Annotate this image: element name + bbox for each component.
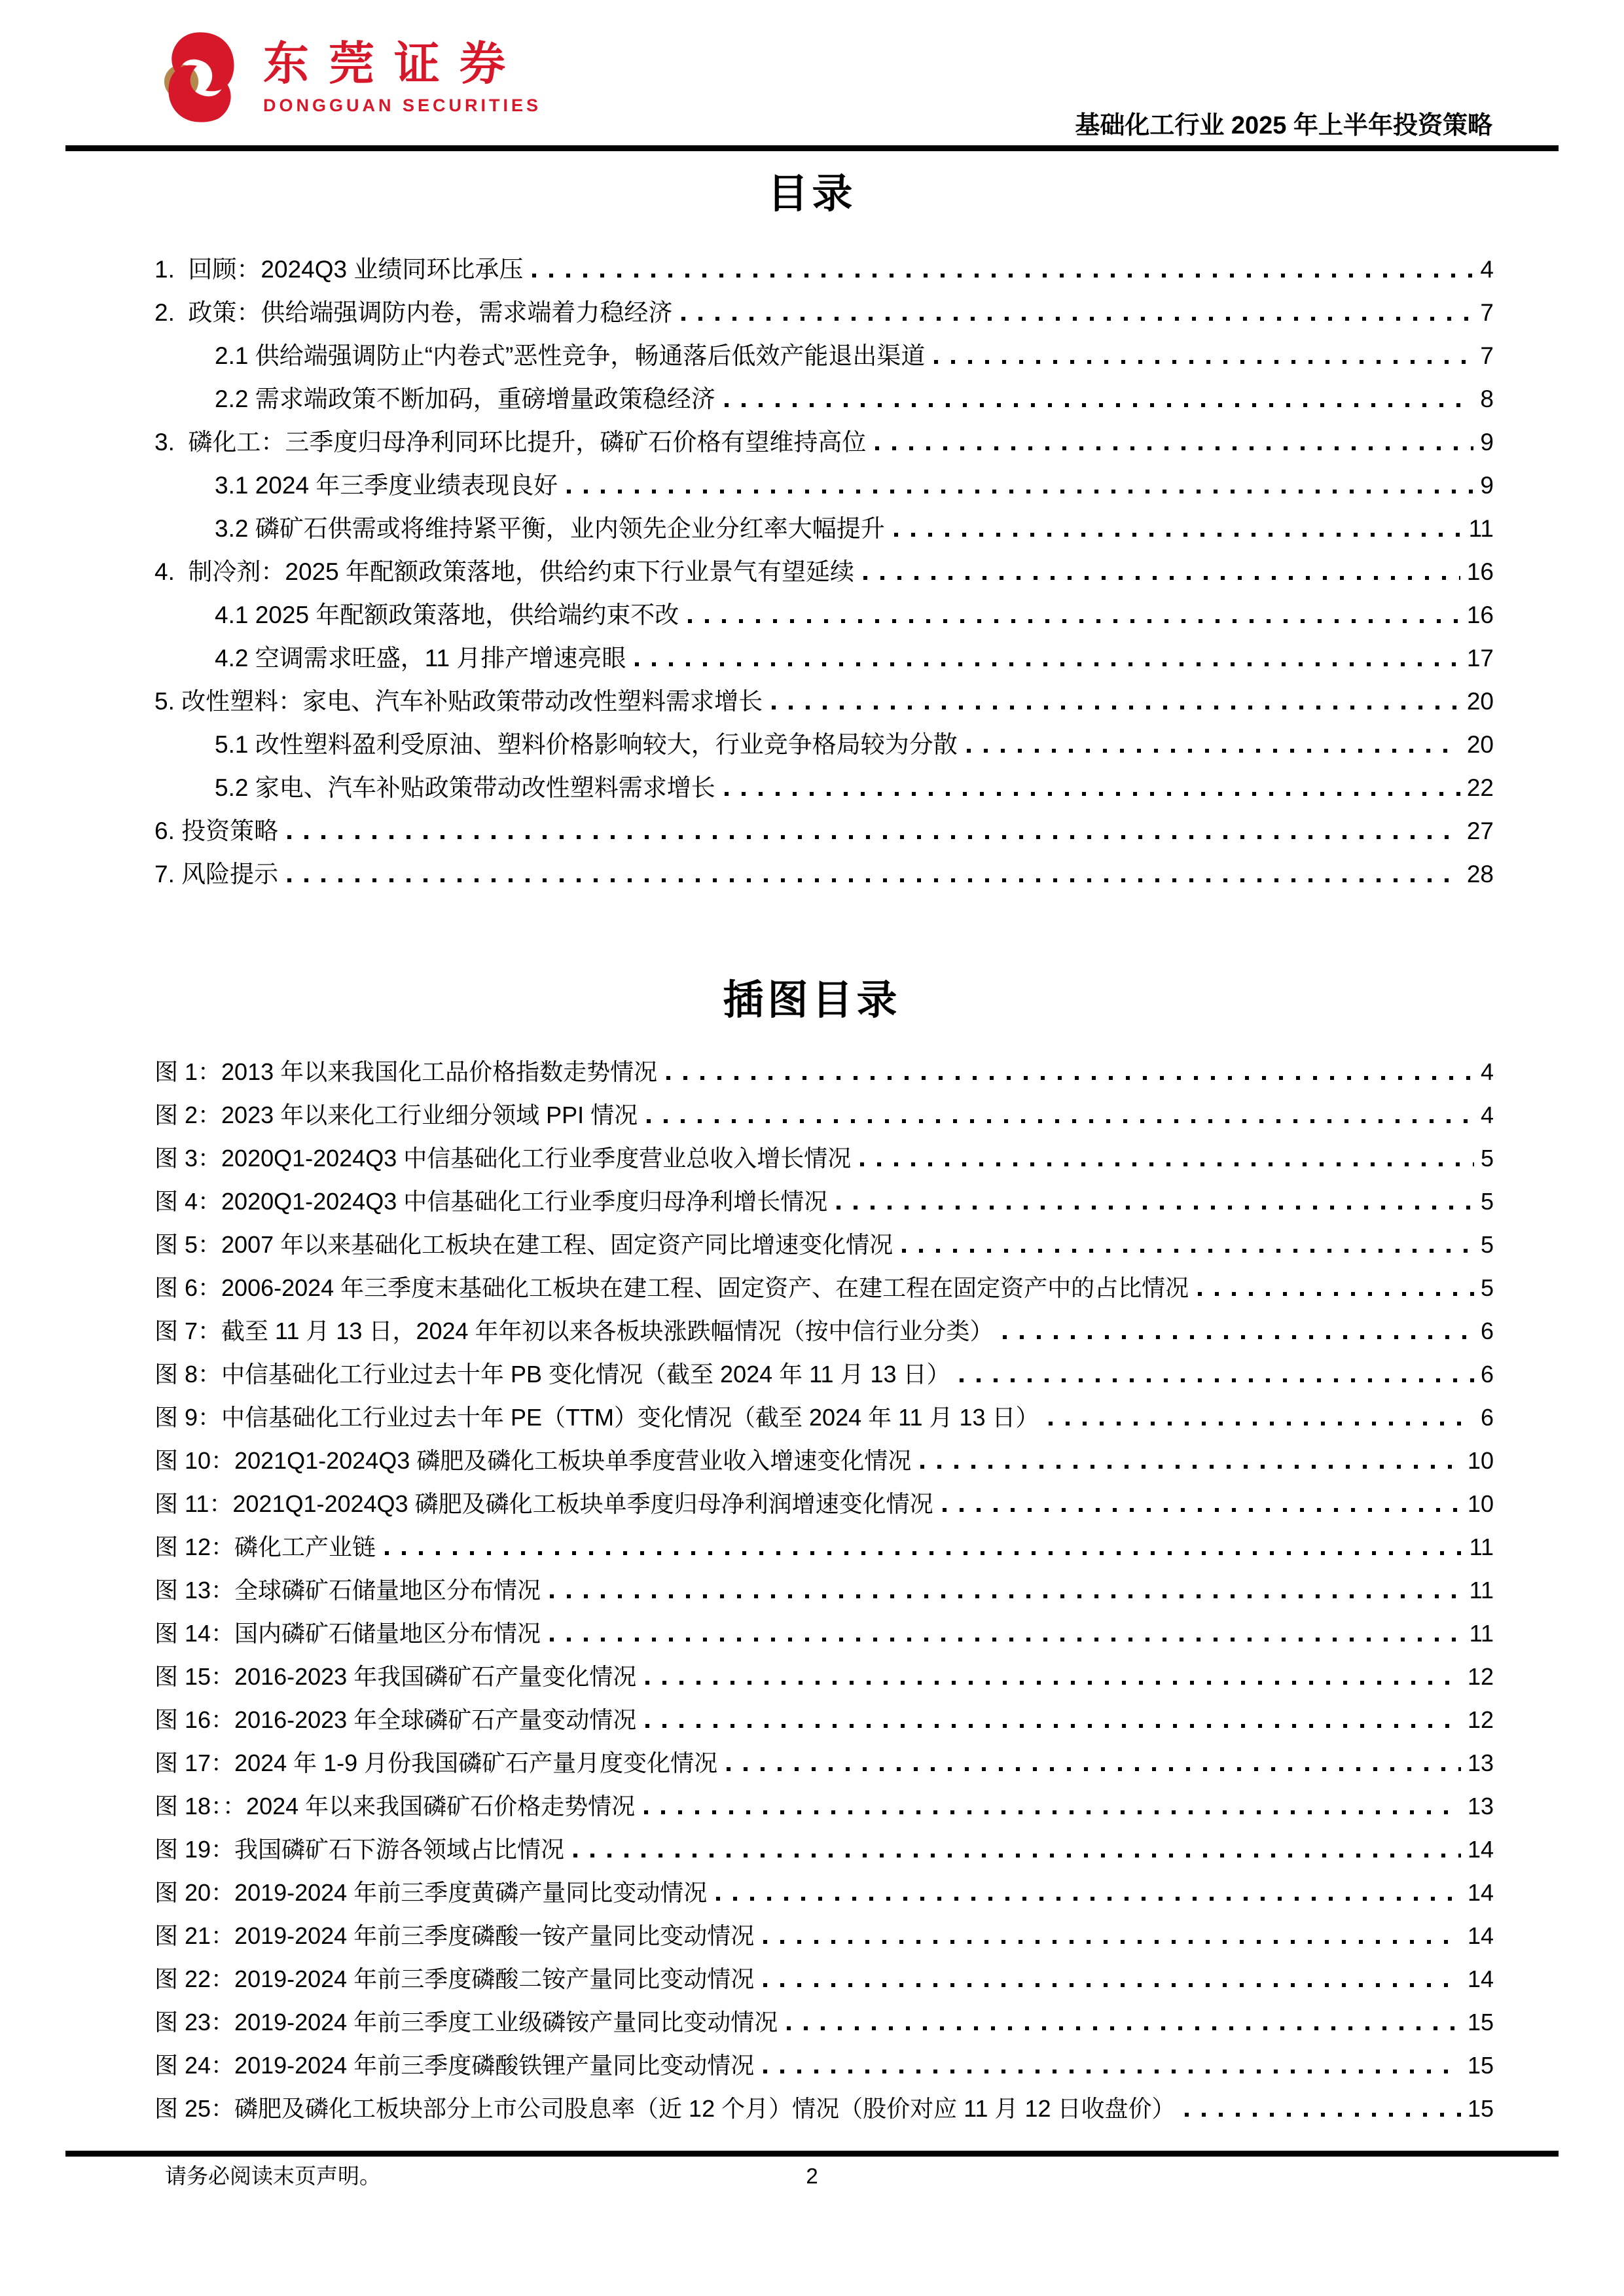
toc-entry-label: 2.2 需求端政策不断加码，重磅增量政策稳经济 xyxy=(215,386,715,412)
dotted-leader xyxy=(550,1638,1463,1641)
figure-entry-page: 6 xyxy=(1480,1318,1494,1344)
toc-entry-label: 1. 回顾：2024Q3 业绩同环比承压 xyxy=(154,256,524,283)
toc-entry-page: 17 xyxy=(1466,645,1494,672)
toc-entry-page: 16 xyxy=(1466,558,1494,585)
figure-entry-page: 6 xyxy=(1480,1404,1494,1431)
toc-entry[interactable] xyxy=(154,464,1494,507)
dotted-leader xyxy=(772,706,1460,709)
figure-entry-page: 13 xyxy=(1467,1749,1494,1776)
toc-entry-label: 4. 制冷剂：2025 年配额政策落地，供给约束下行业景气有望延续 xyxy=(154,558,855,585)
figure-entry[interactable] xyxy=(154,1569,1494,1612)
toc-entry-label: 3. 磷化工：三季度归母净利同环比提升，磷矿石价格有望维持高位 xyxy=(154,429,867,456)
figure-entry[interactable] xyxy=(154,1482,1494,1526)
figure-entry[interactable] xyxy=(154,1439,1494,1482)
figure-entry-label: 图 17：2024 年 1-9 月份我国磷矿石产量月度变化情况 xyxy=(154,1749,718,1776)
toc-entry-label: 2. 政策：供给端强调防内卷，需求端着力稳经济 xyxy=(154,299,673,326)
figure-entry[interactable] xyxy=(154,1353,1494,1396)
toc-entry-page: 16 xyxy=(1466,601,1494,628)
figure-entry[interactable] xyxy=(154,1180,1494,1223)
figure-entry-page: 4 xyxy=(1480,1102,1494,1128)
dotted-leader xyxy=(960,1378,1474,1382)
dongguan-securities-logo-icon xyxy=(162,29,238,126)
figure-toc-title: 插图目录 xyxy=(723,978,901,1023)
figure-entry-label: 图 10：2021Q1-2024Q3 磷肥及磷化工板块单季度营业收入增速变化情况 xyxy=(154,1447,912,1474)
toc-entry-page: 20 xyxy=(1466,688,1494,715)
toc-entry-page: 20 xyxy=(1466,731,1494,758)
figure-entry-label: 图 15：2016-2023 年我国磷矿石产量变化情况 xyxy=(154,1663,637,1690)
logo-text xyxy=(263,38,542,116)
toc-entry-page: 9 xyxy=(1480,429,1494,456)
dotted-leader xyxy=(716,1897,1461,1901)
dotted-leader xyxy=(573,1854,1461,1857)
footer-rule xyxy=(65,2151,1559,2157)
figure-entry[interactable] xyxy=(154,2044,1494,2087)
toc-entry-label: 4.2 空调需求旺盛，11 月排产增速亮眼 xyxy=(215,645,626,672)
figure-entry-label: 图 5：2007 年以来基础化工板块在建工程、固定资产同比增速变化情况 xyxy=(154,1231,893,1258)
toc-entry[interactable] xyxy=(154,853,1494,896)
figure-entry[interactable] xyxy=(154,2087,1494,2130)
figure-entry-page: 15 xyxy=(1467,2095,1494,2122)
dotted-leader xyxy=(860,1162,1474,1166)
figure-entry-label: 图 14：国内磷矿石储量地区分布情况 xyxy=(154,1620,541,1647)
dotted-leader xyxy=(943,1508,1461,1512)
dotted-leader xyxy=(863,576,1460,580)
toc-entry-page: 7 xyxy=(1480,299,1494,326)
dotted-leader xyxy=(647,1119,1474,1123)
figure-entry[interactable] xyxy=(154,2001,1494,2044)
figure-entry[interactable] xyxy=(154,1396,1494,1439)
toc-entry-label: 4.1 2025 年配额政策落地，供给端约束不改 xyxy=(215,601,679,628)
figure-entry-label: 图 18：：2024 年以来我国磷矿石价格走势情况 xyxy=(154,1793,636,1820)
toc-entry-label: 5.1 改性塑料盈利受原油、塑料价格影响较大，行业竞争格局较为分散 xyxy=(215,731,958,758)
dotted-leader xyxy=(787,2026,1461,2030)
figure-entry[interactable] xyxy=(154,1914,1494,1958)
toc-entry-page: 4 xyxy=(1480,256,1494,283)
figure-entry-label: 图 20：2019-2024 年前三季度黄磷产量同比变动情况 xyxy=(154,1879,708,1906)
toc-list xyxy=(154,248,1494,896)
figure-entry[interactable] xyxy=(154,1958,1494,2001)
toc-entry[interactable] xyxy=(154,766,1494,810)
dotted-leader xyxy=(763,1983,1461,1987)
toc-entry[interactable] xyxy=(154,378,1494,421)
figure-entry[interactable] xyxy=(154,1871,1494,1914)
toc-entry[interactable] xyxy=(154,248,1494,291)
figure-toc-list xyxy=(154,1050,1494,2130)
figure-entry-label: 图 24：2019-2024 年前三季度磷酸铁锂产量同比变动情况 xyxy=(154,2052,755,2079)
toc-entry-page: 9 xyxy=(1480,472,1494,499)
toc-entry-page: 27 xyxy=(1466,817,1494,844)
figure-entry-page: 13 xyxy=(1467,1793,1494,1820)
figure-entry[interactable] xyxy=(154,1526,1494,1569)
dotted-leader xyxy=(645,1724,1461,1728)
figure-entry-label: 图 22：2019-2024 年前三季度磷酸二铵产量同比变动情况 xyxy=(154,1965,755,1992)
figure-entry-page: 12 xyxy=(1467,1663,1494,1690)
figure-entry-page: 11 xyxy=(1469,1620,1494,1647)
dotted-leader xyxy=(287,878,1460,882)
dotted-leader xyxy=(550,1594,1463,1598)
dotted-leader xyxy=(645,1681,1461,1685)
dotted-leader xyxy=(532,274,1473,278)
toc-entry-page: 22 xyxy=(1466,774,1494,801)
dotted-leader xyxy=(725,403,1474,407)
figure-entry-label: 图 8：中信基础化工行业过去十年 PB 变化情况（截至 2024 年 11 月 13 日） xyxy=(154,1361,950,1388)
toc-entry[interactable] xyxy=(154,810,1494,853)
toc-entry-label: 6. 投资策略 xyxy=(154,817,279,844)
header-rule xyxy=(65,145,1559,151)
dotted-leader xyxy=(875,446,1473,450)
toc-entry-label: 7. 风险提示 xyxy=(154,861,279,888)
toc-entry[interactable] xyxy=(154,637,1494,680)
figure-entry-page: 4 xyxy=(1480,1058,1494,1085)
toc-entry[interactable] xyxy=(154,421,1494,464)
figure-entry[interactable] xyxy=(154,1785,1494,1828)
toc-entry[interactable] xyxy=(154,594,1494,637)
figure-entry[interactable] xyxy=(154,1655,1494,1698)
dotted-leader xyxy=(688,619,1460,623)
toc-entry-label: 5.2 家电、汽车补贴政策带动改性塑料需求增长 xyxy=(215,774,715,801)
figure-entry-label: 图 11：2021Q1-2024Q3 磷肥及磷化工板块单季度归母净利润增速变化情况 xyxy=(154,1490,933,1517)
figure-entry-page: 10 xyxy=(1467,1490,1494,1517)
toc-entry[interactable] xyxy=(154,550,1494,594)
figure-entry-label: 图 19：我国磷矿石下游各领域占比情况 xyxy=(154,1836,565,1863)
toc-entry-page: 8 xyxy=(1480,386,1494,412)
logo-en-text: DONGGUAN SECURITIES xyxy=(263,96,542,115)
toc-entry[interactable] xyxy=(154,680,1494,723)
toc-entry-label: 5. 改性塑料：家电、汽车补贴政策带动改性塑料需求增长 xyxy=(154,688,763,715)
report-title: 基础化工行业 2025 年上半年投资策略 xyxy=(1075,112,1492,139)
figure-entry-page: 14 xyxy=(1467,1965,1494,1992)
toc-entry[interactable] xyxy=(154,723,1494,766)
dotted-leader xyxy=(567,490,1473,493)
figure-entry-label: 图 21：2019-2024 年前三季度磷酸一铵产量同比变动情况 xyxy=(154,1922,755,1949)
toc-entry-label: 3.2 磷矿石供需或将维持紧平衡，业内领先企业分红率大幅提升 xyxy=(215,515,885,542)
figure-entry-page: 11 xyxy=(1469,1534,1494,1560)
dotted-leader xyxy=(287,835,1460,839)
figure-entry-page: 5 xyxy=(1480,1188,1494,1215)
dotted-leader xyxy=(644,1810,1461,1814)
dotted-leader xyxy=(763,1940,1461,1944)
figure-entry-label: 图 7：截至 11 月 13 日，2024 年年初以来各板块涨跌幅情况（按中信行业分类） xyxy=(154,1318,994,1344)
figure-entry[interactable] xyxy=(154,1742,1494,1785)
figure-entry[interactable] xyxy=(154,1137,1494,1180)
figure-entry-page: 14 xyxy=(1467,1922,1494,1949)
toc-entry-page: 28 xyxy=(1466,861,1494,888)
dotted-leader xyxy=(635,662,1460,666)
dotted-leader xyxy=(385,1551,1463,1555)
dotted-leader xyxy=(967,749,1460,753)
dotted-leader xyxy=(666,1076,1474,1080)
figure-entry[interactable] xyxy=(154,1266,1494,1310)
figure-entry-page: 11 xyxy=(1469,1577,1494,1604)
footer-disclaimer: 请务必阅读末页声明。 xyxy=(165,2164,381,2188)
figure-entry-label: 图 12：磷化工产业链 xyxy=(154,1534,376,1560)
figure-entry-label: 图 23：2019-2024 年前三季度工业级磷铵产量同比变动情况 xyxy=(154,2009,778,2036)
figure-entry-label: 图 6：2006-2024 年三季度末基础化工板块在建工程、固定资产、在建工程在固定资产中的占比情况 xyxy=(154,1274,1189,1301)
figure-entry[interactable] xyxy=(154,1698,1494,1742)
dotted-leader xyxy=(902,1249,1474,1253)
figure-entry-label: 图 9：中信基础化工行业过去十年 PE（TTM）变化情况（截至 2024 年 11 月 13 日） xyxy=(154,1404,1039,1431)
dotted-leader xyxy=(934,360,1473,364)
dotted-leader xyxy=(727,1767,1461,1771)
dotted-leader xyxy=(1049,1422,1474,1426)
figure-entry-page: 14 xyxy=(1467,1836,1494,1863)
figure-entry-page: 15 xyxy=(1467,2052,1494,2079)
figure-entry[interactable] xyxy=(154,1828,1494,1871)
toc-entry[interactable] xyxy=(154,291,1494,334)
figure-entry[interactable] xyxy=(154,1310,1494,1353)
figure-entry-page: 6 xyxy=(1480,1361,1494,1388)
dotted-leader xyxy=(1198,1292,1474,1296)
figure-entry-page: 10 xyxy=(1467,1447,1494,1474)
figure-entry-page: 12 xyxy=(1467,1706,1494,1733)
toc-entry-page: 7 xyxy=(1480,342,1494,369)
dotted-leader xyxy=(681,317,1473,321)
dotted-leader xyxy=(1003,1335,1474,1339)
page-number: 2 xyxy=(806,2164,818,2188)
figure-entry-page: 5 xyxy=(1480,1274,1494,1301)
toc-entry-page: 11 xyxy=(1468,515,1494,542)
figure-entry-label: 图 13：全球磷矿石储量地区分布情况 xyxy=(154,1577,541,1604)
dotted-leader xyxy=(894,533,1462,537)
figure-entry-page: 5 xyxy=(1480,1231,1494,1258)
dotted-leader xyxy=(763,2070,1461,2073)
dotted-leader xyxy=(725,792,1460,796)
figure-entry-page: 5 xyxy=(1480,1145,1494,1172)
dotted-leader xyxy=(837,1206,1474,1210)
figure-entry[interactable] xyxy=(154,1050,1494,1094)
logo-cn-text: 东莞证券 xyxy=(263,38,525,89)
toc-entry[interactable] xyxy=(154,334,1494,378)
figure-entry-label: 图 1：2013 年以来我国化工品价格指数走势情况 xyxy=(154,1058,658,1085)
figure-entry-label: 图 4：2020Q1-2024Q3 中信基础化工行业季度归母净利增长情况 xyxy=(154,1188,828,1215)
toc-entry[interactable] xyxy=(154,507,1494,550)
figure-entry-page: 14 xyxy=(1467,1879,1494,1906)
figure-entry[interactable] xyxy=(154,1223,1494,1266)
dotted-leader xyxy=(920,1465,1461,1469)
figure-entry[interactable] xyxy=(154,1612,1494,1655)
figure-entry-label: 图 25：磷肥及磷化工板块部分上市公司股息率（近 12 个月）情况（股价对应 11 月 12 日收盘价） xyxy=(154,2095,1176,2122)
figure-entry-label: 图 16：2016-2023 年全球磷矿石产量变动情况 xyxy=(154,1706,637,1733)
figure-entry-label: 图 2：2023 年以来化工行业细分领域 PPI 情况 xyxy=(154,1102,638,1128)
logo xyxy=(162,29,541,126)
dotted-leader xyxy=(1185,2113,1461,2117)
figure-entry-page: 15 xyxy=(1467,2009,1494,2036)
toc-entry-label: 2.1 供给端强调防止“内卷式”恶性竞争，畅通落后低效产能退出渠道 xyxy=(215,342,926,369)
toc-title: 目录 xyxy=(767,171,857,217)
toc-entry-label: 3.1 2024 年三季度业绩表现良好 xyxy=(215,472,558,499)
figure-entry-label: 图 3：2020Q1-2024Q3 中信基础化工行业季度营业总收入增长情况 xyxy=(154,1145,852,1172)
figure-entry[interactable] xyxy=(154,1094,1494,1137)
